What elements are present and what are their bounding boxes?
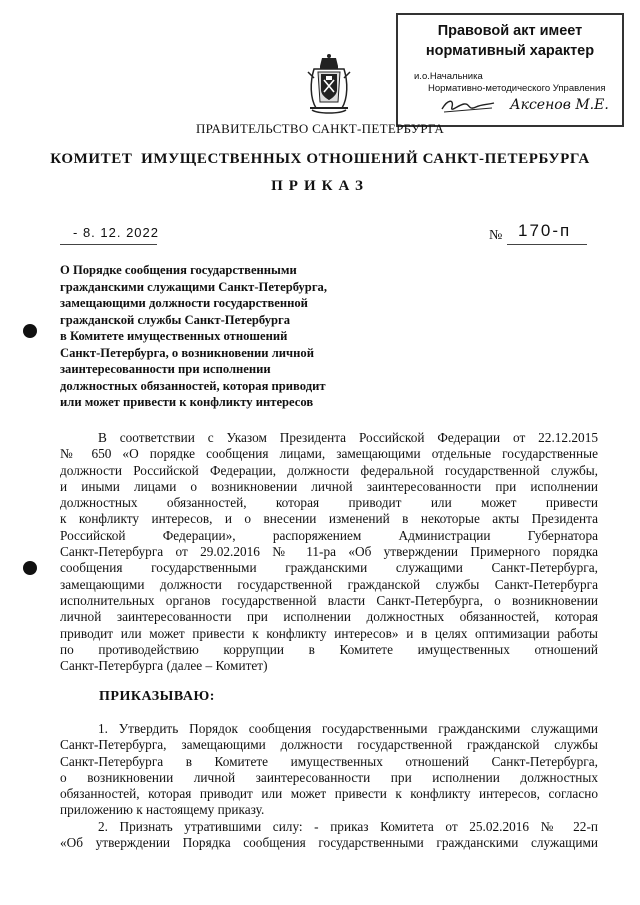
order-items	[60, 721, 598, 851]
preamble-line: замещающими должности государственной гражданской службы Санкт-Петербурга	[60, 576, 598, 592]
stamp-title-line-2: нормативный характер	[425, 43, 595, 59]
directive-heading: ПРИКАЗЫВАЮ:	[99, 689, 215, 704]
subject-line: гражданскими служащими Санкт-Петербурга,	[60, 279, 327, 294]
order-subject	[60, 262, 380, 411]
subject-line: Санкт-Петербурга, о возникновении личной	[60, 345, 314, 360]
subject-line: или может привести к конфликту интересов	[60, 395, 314, 409]
item-line: 1. Утвердить Порядок сообщения государственными гражданскими служащими	[98, 721, 598, 736]
item-line: о возникновении личной заинтересованности при исполнении должностных	[60, 769, 598, 785]
item-line: обязанностей, которая приводит или может привести к конфликту интересов, согласно	[60, 786, 598, 802]
stamp-prefix: и.о.Начальника	[414, 71, 483, 82]
preamble-line: должности Российской Федерации, должности федеральной государственной службы,	[60, 462, 598, 478]
normative-stamp	[396, 13, 624, 127]
preamble-line: Санкт-Петербурга (далее – Комитет)	[60, 658, 268, 674]
preamble-line: исполнительных органов государственной власти Санкт-Петербурга, о возникновении	[60, 592, 598, 608]
item-line: приложению к настоящему приказу.	[60, 802, 265, 818]
document-type: ПРИКАЗ	[271, 178, 369, 194]
stamp-title	[398, 21, 622, 61]
subject-line: О Порядке сообщения государственными	[60, 263, 297, 277]
order-number: 170-п	[518, 221, 572, 240]
preamble-line: В соответствии с Указом Президента Российской Федерации от 22.12.2015	[98, 430, 598, 445]
item-line: Санкт-Петербурга, замещающими должности государственной гражданской службы	[60, 737, 598, 753]
preamble-line: сообщения государственными гражданскими служащими Санкт-Петербурга,	[60, 560, 598, 576]
stamp-signer-name: Аксенов М.Е.	[510, 97, 609, 113]
government-name: ПРАВИТЕЛЬСТВО САНКТ-ПЕТЕРБУРГА	[195, 121, 445, 136]
order-number-label: №	[489, 228, 503, 243]
item-line: «Об утверждении Порядка сообщения государственными гражданскими служащими	[60, 835, 598, 851]
preamble-line: должностных обязанностей, которая приводит или может привести	[60, 495, 598, 511]
committee-name: КОМИТЕТ ИМУЩЕСТВЕННЫХ ОТНОШЕНИЙ САНКТ-ПЕТЕРБУРГА	[50, 151, 590, 167]
preamble-line: к конфликту интересов, и о внесении изменений в некоторые акты Президента	[60, 511, 598, 527]
number-underline	[507, 244, 587, 245]
stamp-signature	[438, 95, 498, 117]
order-date: - 8. 12. 2022	[73, 225, 159, 240]
date-underline	[60, 244, 157, 245]
preamble-line: личной заинтересованности при исполнении должностных обязанностей, которая	[60, 609, 598, 625]
preamble-line: Российской Федерации», распоряжением Администрации Губернатора	[60, 527, 598, 543]
item-line: Санкт-Петербурга в Комитете имущественных отношений Санкт-Петербурга,	[60, 753, 598, 769]
subject-line: заинтересованности при исполнении	[60, 362, 271, 376]
preamble-line: и иными лицами о возникновении личной заинтересованности при исполнении	[60, 478, 598, 494]
punch-hole-mark	[23, 324, 37, 338]
subject-line: гражданской службы Санкт-Петербурга	[60, 312, 291, 327]
item-line: 2. Признать утратившими силу: - приказ Комитета от 25.02.2016 № 22-п	[98, 818, 598, 834]
subject-line: в Комитете имущественных отношений	[60, 329, 288, 343]
stamp-department: Нормативно-методического Управления	[428, 83, 606, 94]
preamble-line: по противодействию коррупции в Комитете имущественных отношений	[60, 641, 598, 657]
coat-of-arms-emblem	[306, 52, 352, 114]
preamble-line: Санкт-Петербурга от 29.02.2016 № 11-ра «Об утверждении Примерного порядка	[60, 544, 598, 560]
stamp-title-line-1: Правовой акт имеет	[437, 23, 583, 39]
subject-line: замещающими должности государственной	[60, 296, 308, 310]
preamble-paragraph	[60, 430, 598, 674]
preamble-line: № 650 «О порядке сообщения лицами, замещающими отдельные государственные	[60, 446, 598, 462]
subject-line: должностных обязанностей, которая приводит	[60, 378, 326, 393]
preamble-line: приводит или может привести к конфликту интересов» и в целях оптимизации работы	[60, 625, 598, 641]
punch-hole-mark	[23, 561, 37, 575]
